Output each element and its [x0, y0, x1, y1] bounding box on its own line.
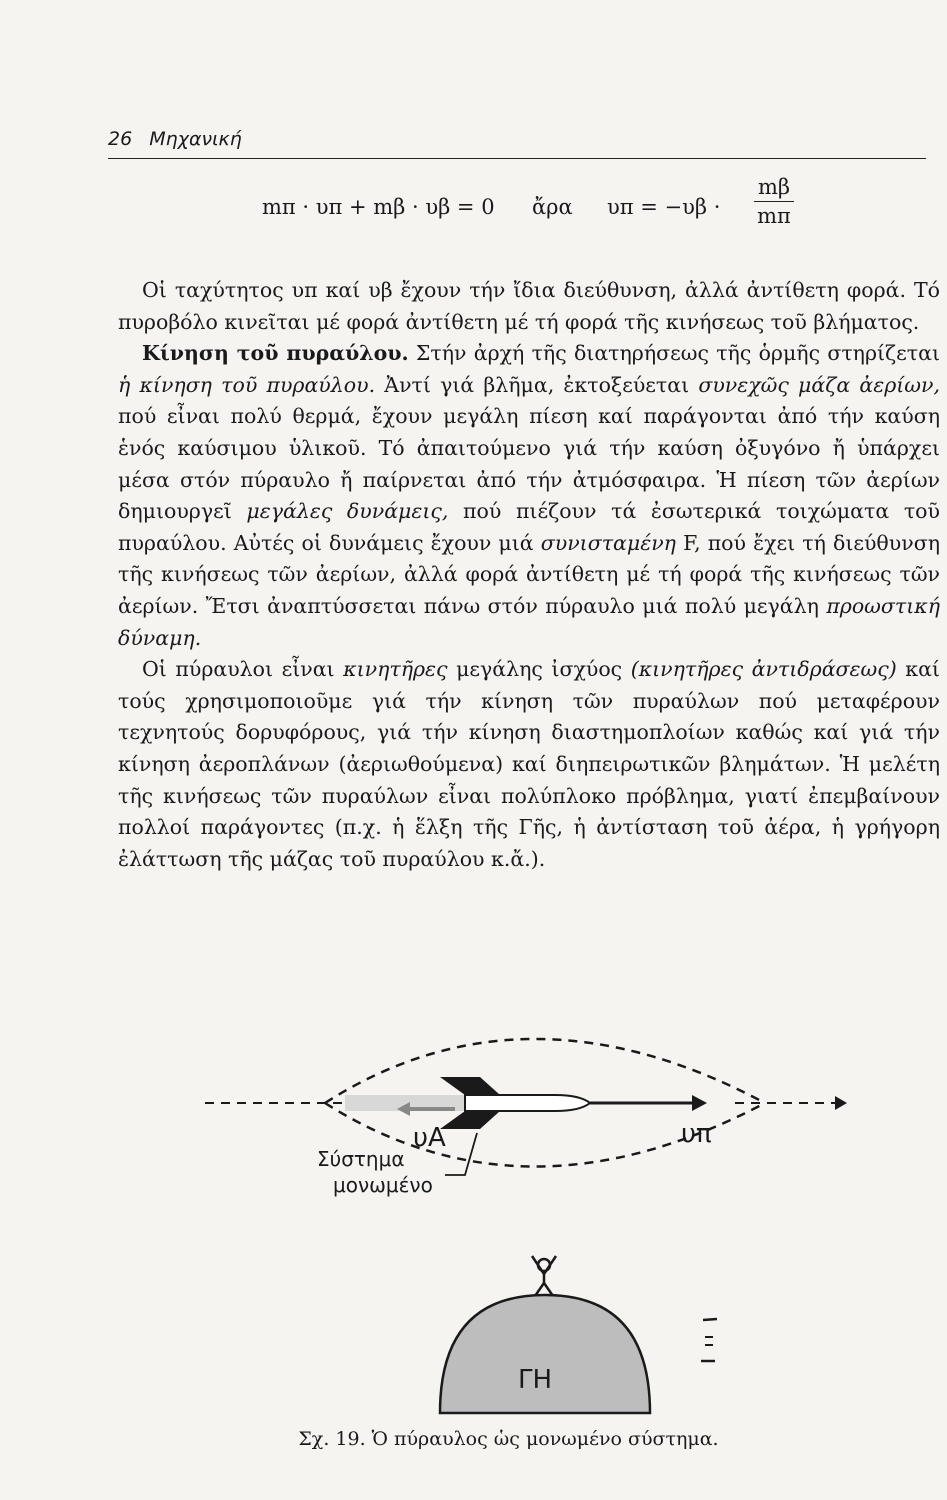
rocket-fin-top	[440, 1077, 500, 1095]
emphasis-text: (κινητῆρες ἀντιδράσεως)	[630, 657, 897, 682]
mass-ratio-fraction	[754, 175, 794, 228]
label-system-line2: μονωμένο	[333, 1173, 433, 1197]
emphasis-text: κινητῆρες	[343, 657, 448, 682]
body-text	[118, 275, 940, 875]
rocket-body	[465, 1095, 590, 1111]
text-run: Στήν ἀρχή τῆς διατηρήσεως τῆς ὁρμῆς στηρίζεται	[415, 341, 940, 366]
text-run: Ἀντί γιά βλῆμα, ἐκτοξεύεται	[384, 372, 690, 397]
text-run: πού εἶναι πολύ θερμά, ἔχουν μεγάλη πίεση καί παράγονται ἀπό τήν καύση ἑνός καύσιμου ὑλικοῦ. Τό ἀπαιτούμενο γιά τήν καύση ὀξυγόνο ἤ ὑπάρχει μέσα στόν πύραυλο ἤ παίρνεται ἀπό τήν ἀτμόσφαιρα. Ἡ πίεση τῶν ἀερίων δημιουργεῖ	[118, 404, 940, 524]
text-run: F, πού ἔχει τή διεύθυνση τῆς κινήσεως τῶν ἀερίων, ἀλλά φορά ἀντίθετη μέ τή φορά τῆς κινήσεως τῶν ἀερίων. Ἔτσι ἀναπτύσσεται πάνω στόν πύραυλο μιά πολύ μεγάλη	[118, 530, 940, 618]
running-title: Μηχανική	[149, 128, 242, 150]
label-velocity-rocket: υπ	[681, 1119, 712, 1149]
earth-dome	[440, 1295, 650, 1413]
label-earth: ΓΗ	[518, 1365, 553, 1395]
fraction-denominator: mπ	[757, 204, 791, 228]
text-run: Οἱ πύραυλοι εἶναι	[142, 657, 335, 682]
paragraph-velocities: Οἱ ταχύτητος υπ καί υβ ἔχουν τήν ἴδια διεύθυνση, ἀλλά ἀντίθετη φορά. Τό πυροβόλο κινεῖται μέ φορά ἀντίθετη μέ τή φορά τῆς κινήσεως τοῦ βλήματος.	[118, 278, 940, 334]
rocket-velocity-arrow-head	[692, 1095, 707, 1111]
emphasis-text: προωστική δύναμη.	[118, 593, 940, 650]
text-run: μεγάλης ἰσχύος	[456, 657, 623, 682]
momentum-equation	[262, 175, 822, 245]
text-run: καί τούς χρησιμοποιοῦμε γιά τήν κίνηση τῶν πυραύλων πού μεταφέρουν τεχνητούς δορυφόρους, γιά τήν κίνηση διαστημοπλοίων καθώς καί γιά τήν κίνηση ἀεροπλάνων (ἀεριωθούμενα) καί διηπειρωτικῶν βλημάτων. Ἡ μελέτη τῆς κινήσεως τῶν πυραύλων εἶναι πολύπλοκο πρόβλημα, γιατί ἐπεμβαίνουν πολλοί παράγοντες (π.χ. ἡ ἕλξη τῆς Γῆς, ἡ ἀντίσταση τοῦ ἀέρα, ἡ γρήγορη ἐλάττωση τῆς μάζας τοῦ πυραύλου κ.ἄ.).	[118, 657, 940, 871]
section-heading: Κίνηση τοῦ πυραύλου.	[142, 341, 409, 366]
rocket-figure	[195, 1015, 855, 1435]
caption-text: Σχ. 19. Ὁ πύραυλος ὡς μονωμένο σύστημα.	[298, 1428, 719, 1450]
emphasis-text: συνισταμένη	[540, 530, 676, 555]
emphasis-text: μεγάλες δυνάμεις,	[246, 499, 449, 524]
equation-right: υπ = −υβ ·	[607, 195, 721, 219]
page-header	[108, 128, 926, 159]
label-pointer	[445, 1133, 477, 1175]
motion-mark	[703, 1319, 717, 1320]
paragraph-rocket-engines	[118, 654, 940, 875]
paragraph-rocket-motion	[118, 338, 940, 654]
system-boundary	[325, 1039, 765, 1103]
label-velocity-gas: υA	[413, 1123, 446, 1153]
rocket-fin-bottom	[440, 1111, 500, 1129]
label-system-line1: Σύστημα	[317, 1147, 405, 1171]
emphasis-text: ἡ κίνηση τοῦ πυραύλου.	[118, 372, 376, 397]
axis-arrow-head	[835, 1096, 847, 1110]
emphasis-text: συνεχῶς μάζα ἀερίων,	[698, 372, 940, 397]
page-number: 26	[108, 128, 133, 150]
fraction-numerator: mβ	[754, 175, 794, 202]
figure-caption	[0, 1428, 947, 1450]
equation-connector: ἄρα	[532, 195, 573, 219]
text-run: πού πιέζουν τά ἐσωτερικά τοιχώματα τοῦ πυραύλου. Αὐτές οἱ δυνάμεις ἔχουν μιά	[118, 499, 940, 555]
equation-left: mπ · υπ + mβ · υβ = 0	[262, 195, 495, 219]
